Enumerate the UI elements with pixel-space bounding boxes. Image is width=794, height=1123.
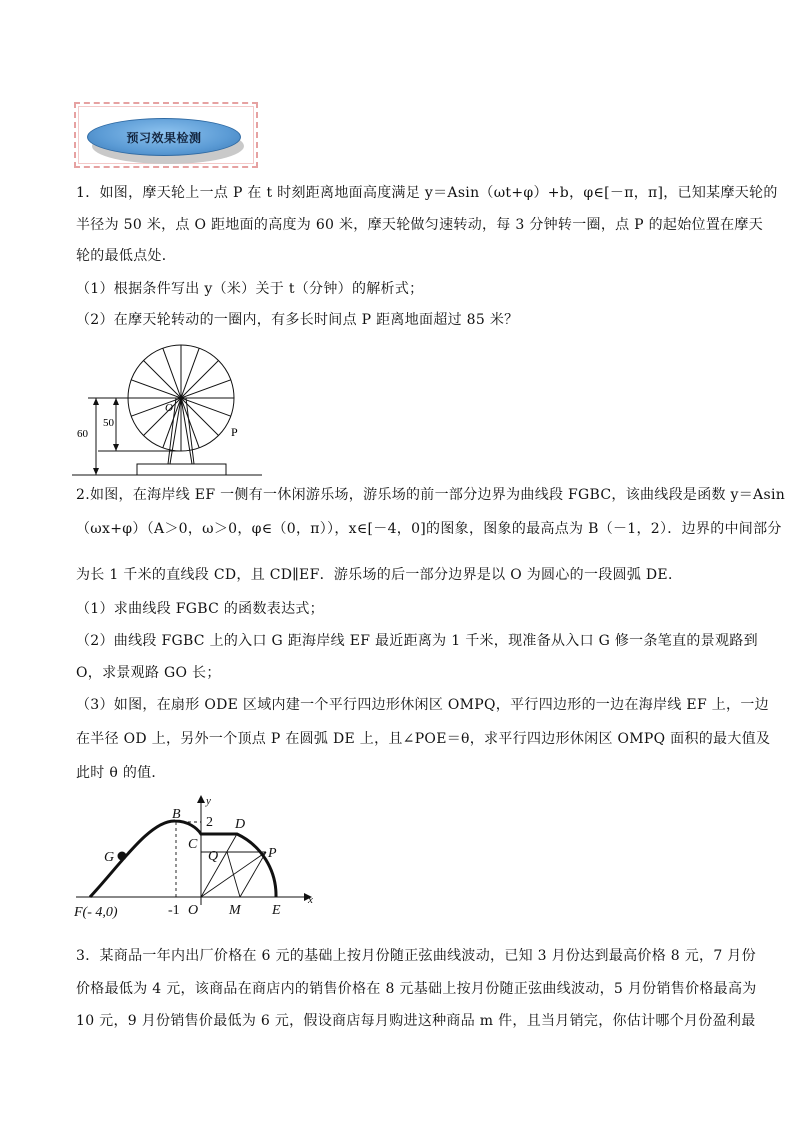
label-O2: O [188, 903, 199, 918]
q2-line-6: O，求景观路 GO 长； [76, 665, 221, 681]
label-G: G [104, 850, 115, 865]
segment-OD [201, 834, 237, 897]
q2-line-5: （2）曲线段 FGBC 上的入口 G 距海岸线 EF 最近距离为 1 千米，现准备从入口 G 修一条笔直的景观路到 [76, 633, 758, 649]
section-badge: 预习效果检测 [87, 118, 241, 156]
label-F: F(- 4,0) [74, 905, 118, 920]
q1-line-4: （1）根据条件写出 y（米）关于 t（分钟）的解析式； [76, 281, 424, 297]
q2-line-8: 在半径 OD 上，另外一个顶点 P 在圆弧 DE 上，且∠POE＝θ，求平行四边形休闲区 OMPQ 面积的最大值及 [76, 731, 771, 747]
label-P: P [231, 425, 238, 439]
label-y: y [206, 795, 211, 807]
label-M: M [229, 903, 241, 918]
boundary-curve [90, 821, 276, 897]
label-2: 2 [206, 815, 213, 830]
label-Q: Q [208, 849, 219, 864]
label-P2: P [268, 846, 277, 861]
segment-MP [240, 852, 266, 897]
q3-line-3: 10 元，9 月份销售价最低为 6 元，假设商店每月购进这种商品 m 件，且当月销完，你估计哪个月份盈利最 [76, 1013, 756, 1029]
q2-line-7: （3）如图，在扇形 ODE 区域内建一个平行四边形休闲区 OMPQ，平行四边形的一边在海岸线 EF 上，一边 [76, 697, 769, 713]
q2-line-3: 为长 1 千米的直线段 CD，且 CD∥EF．游乐场的后一部分边界是以 O 为圆心的一段圆弧 DE． [76, 567, 683, 583]
q3-line-1: 3．某商品一年内出厂价格在 6 元的基础上按月份随正弦曲线波动，已知 3 月份达到最高价格 8 元，7 月份 [76, 948, 756, 964]
label-B: B [172, 807, 181, 822]
label-O: O [165, 402, 173, 414]
q2-line-9: 此时 θ 的值． [76, 765, 166, 781]
label-E: E [272, 903, 281, 918]
q1-line-1: 1．如图，摩天轮上一点 P 在 t 时刻距离地面高度满足 y＝Asin（ωt+φ）+b，φ∈[－π，π]，已知某摩天轮的 [76, 185, 778, 201]
label-50: 50 [103, 417, 114, 429]
coastline-figure [70, 792, 330, 922]
ferris-wheel-figure [72, 340, 272, 480]
point-G [118, 852, 127, 861]
base-platform [137, 464, 226, 475]
label-neg1: -1 [168, 903, 180, 918]
q2-line-4: （1）求曲线段 FGBC 的函数表达式； [76, 601, 324, 617]
q2-line-1: 2.如图，在海岸线 EF 一侧有一休闲游乐场，游乐场的前一部分边界为曲线段 FGBC，该曲线段是函数 y＝Asin [76, 487, 786, 503]
label-C: C [188, 837, 198, 852]
q1-line-5: （2）在摩天轮转动的一圈内，有多长时间点 P 距离地面超过 85 米？ [76, 312, 519, 328]
label-D: D [235, 817, 246, 832]
q1-line-2: 半径为 50 米，点 O 距地面的高度为 60 米，摩天轮做匀速转动，每 3 分钟转一圈，点 P 的起始位置在摩天 [76, 217, 764, 233]
q2-line-2: （ωx+φ）（A＞0，ω＞0，φ∈（0，π）），x∈[－4，0]的图象，图象的最高点为 B（－1，2）．边界的中间部分 [76, 521, 782, 537]
q1-line-3: 轮的最低点处． [76, 248, 177, 264]
q3-line-2: 价格最低为 4 元，该商品在商店内的销售价格在 8 元基础上按月份随正弦曲线波动，5 月份销售价格最高为 [76, 981, 757, 997]
label-60: 60 [77, 428, 88, 440]
label-x: x [308, 894, 313, 906]
